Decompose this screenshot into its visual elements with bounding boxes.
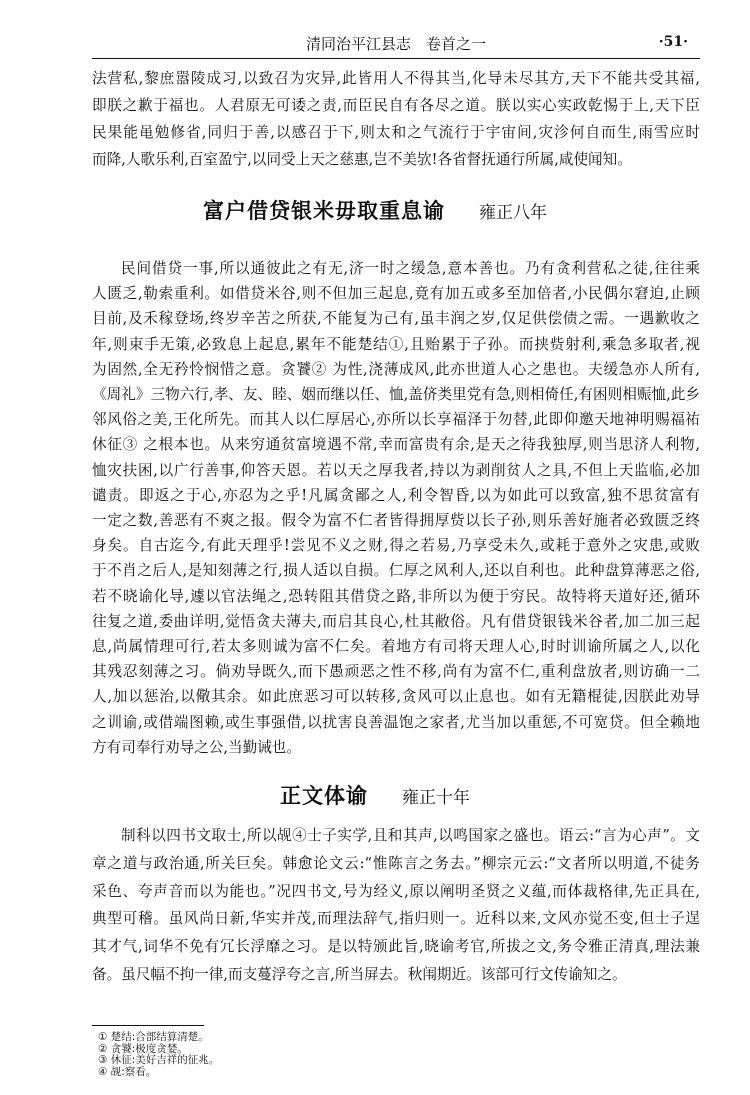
text-line: 民果能黾勉修省,同归于善,以感召于下,则太和之气流行于宇宙间,灾沴何自而生,雨雪应时 [92,124,700,141]
text-line: 往复之道,委曲详明,觉悟贪夫薄夫,而启其良心,杜其敝俗。凡有借贷银钱米谷者,加二加三起 [92,612,700,630]
section-title: 富户借贷银米毋取重息谕 [203,198,445,223]
text-line: 其才气,词华不免有冗长浮靡之习。是以特颁此旨,晓谕考官,所拔之文,务令雅正清真,理法兼 [92,938,700,956]
text-line: 之训谕,或借端图赖,或生事强借,以扰害良善温饱之家者,尤当加以重惩,不可宽贷。但全赖地 [92,713,700,731]
footnote: ③ 休征:美好吉祥的征兆。 [98,1054,220,1066]
running-header [92,30,700,56]
text-line: 为固然,全无矜怜悯惜之意。贪饕② 为性,浇薄成风,此亦世道人心之患也。夫缓急亦人所有, [92,360,700,378]
text-line: 章之道与政治通,所关巨矣。韩愈论文云:“惟陈言之务去。”柳宗元云:“文者所以明道,不徒务 [92,854,700,872]
text-line: 《周礼》三物六行,孝、友、睦、姻而继以任、恤,盖侪类里党有急,则相倚任,有困则相赈恤,此乡 [92,386,700,404]
header-rule [92,58,700,59]
text-line: 若不晓谕化导,遽以官法绳之,恐转阻其借贷之路,非所以为便于穷民。故特将天道好还,循环 [92,587,700,605]
footnote-rule [92,1025,204,1026]
page-number: ·51· [658,34,688,50]
text-line: 民间借贷一事,所以通彼此之有无,济一时之缓急,意本善也。乃有贪利营私之徒,往往乘 [121,260,700,277]
text-line: 休征③ 之根本也。从来穷通贫富境遇不常,幸而富贵有余,是天之待我独厚,则当思济人利物, [92,436,700,454]
text-line: 法营私,黎庶嚣陵成习,以致召为灾异,此皆用人不得其当,化导未尽其方,天下不能共受其福, [92,70,700,87]
text-line: 即朕之歉于福也。人君原无可诿之责,而臣民自有各尽之道。朕以实心实政乾惕于上,天下臣 [92,97,700,114]
footnote: ④ 觇:察看。 [98,1065,157,1078]
section-era: 雍正十年 [402,788,470,808]
footnote: ② 贪饕:极度贪婪。 [98,1042,188,1055]
text-line: 备。虽尺幅不拘一律,而支蔓浮夸之言,所当屏去。秋闱期近。该部可行文传谕知之。 [92,965,627,983]
footnotes [98,1032,219,1078]
edict-body [92,256,700,760]
text-line: 谴责。即返之于心,亦忍为之乎!凡属贪鄙之人,利令智昏,以为如此可以致富,独不思贫富有 [92,486,700,504]
section-title: 正文体谕 [280,783,368,808]
text-line: 一定之数,善恶有不爽之报。假令为富不仁者皆得拥厚赀以长子孙,则乐善好施者必致匮乏终 [92,512,700,530]
text-line: 身矣。自古迄今,有此天理乎!尝见不义之财,得之若易,乃享受未久,或耗于意外之灾患,或败 [92,537,700,555]
section-heading-2 [0,780,750,810]
text-line: 方有司奉行劝导之公,当勤诫也。 [92,738,301,756]
text-line: 年,则束手无策,必致息上起息,累年不能楚结①,且贻累于子孙。而挟赀射利,乘急多取者,视 [92,335,700,353]
text-line: 制科以四书文取士,所以觇④士子实学,且和其声,以鸣国家之盛也。语云:“言为心声”。文 [121,827,700,844]
text-line: 其残忍刻薄之习。倘劝导既久,而下愚顽恶之性不移,尚有为富不仁,重利盘放者,则访确一二 [92,663,700,681]
text-line: 恤灾扶困,以广行善事,仰答天恩。若以天之厚我者,持以为剥削贫人之具,不但上天监临,必加 [92,461,700,479]
text-line: 人,加以惩治,以儆其余。如此庶恶习可以转移,贪风可以止息也。如有无籍棍徒,因朕此劝导 [92,688,700,706]
continued-paragraph [92,65,700,173]
text-line: 邻风俗之美,王化所先。而其人以仁厚居心,亦所以长享福泽于勿替,此即仰邀天地神明赐福祐 [92,411,700,429]
text-line: 采色、夸声音而以为能也。”况四书文,号为经义,原以阐明圣贤之义蕴,而体裁格律,先正具在, [92,882,700,900]
text-line: 人匮乏,勒索重利。如借贷米谷,则不但加三起息,竟有加五或多至加倍者,小民偶尔窘迫,止顾 [92,285,700,303]
edict-body [92,822,700,989]
text-line: 而降,人歌乐利,百室盈宁,以同受上天之慈惠,岂不美欤!各省督抚通行所属,咸使闻知。 [92,151,632,168]
footnote: ① 楚结:合部结算清楚。 [98,1031,209,1043]
book-title: 清同治平江县志 卷首之一 [305,35,486,53]
text-line: 于不肖之后人,是知刻薄之行,损人适以自损。仁厚之风利人,还以自利也。此种盘算薄恶之俗, [92,562,700,580]
section-heading-1 [0,195,750,225]
text-line: 目前,及禾稼登场,终岁辛苦之所获,不能复为己有,虽丰润之岁,仅足供偿债之需。一遇歉收之 [92,310,700,328]
text-line: 典型可稽。虽风尚日新,华实并茂,而理法辞气,指归则一。近科以来,文风亦觉丕变,但士子逞 [92,910,700,928]
section-era: 雍正八年 [479,203,547,223]
text-line: 息,尚属情理可行,若太多则诚为富不仁矣。着地方有司将天理人心,时时训谕所属之人,以化 [92,638,700,656]
